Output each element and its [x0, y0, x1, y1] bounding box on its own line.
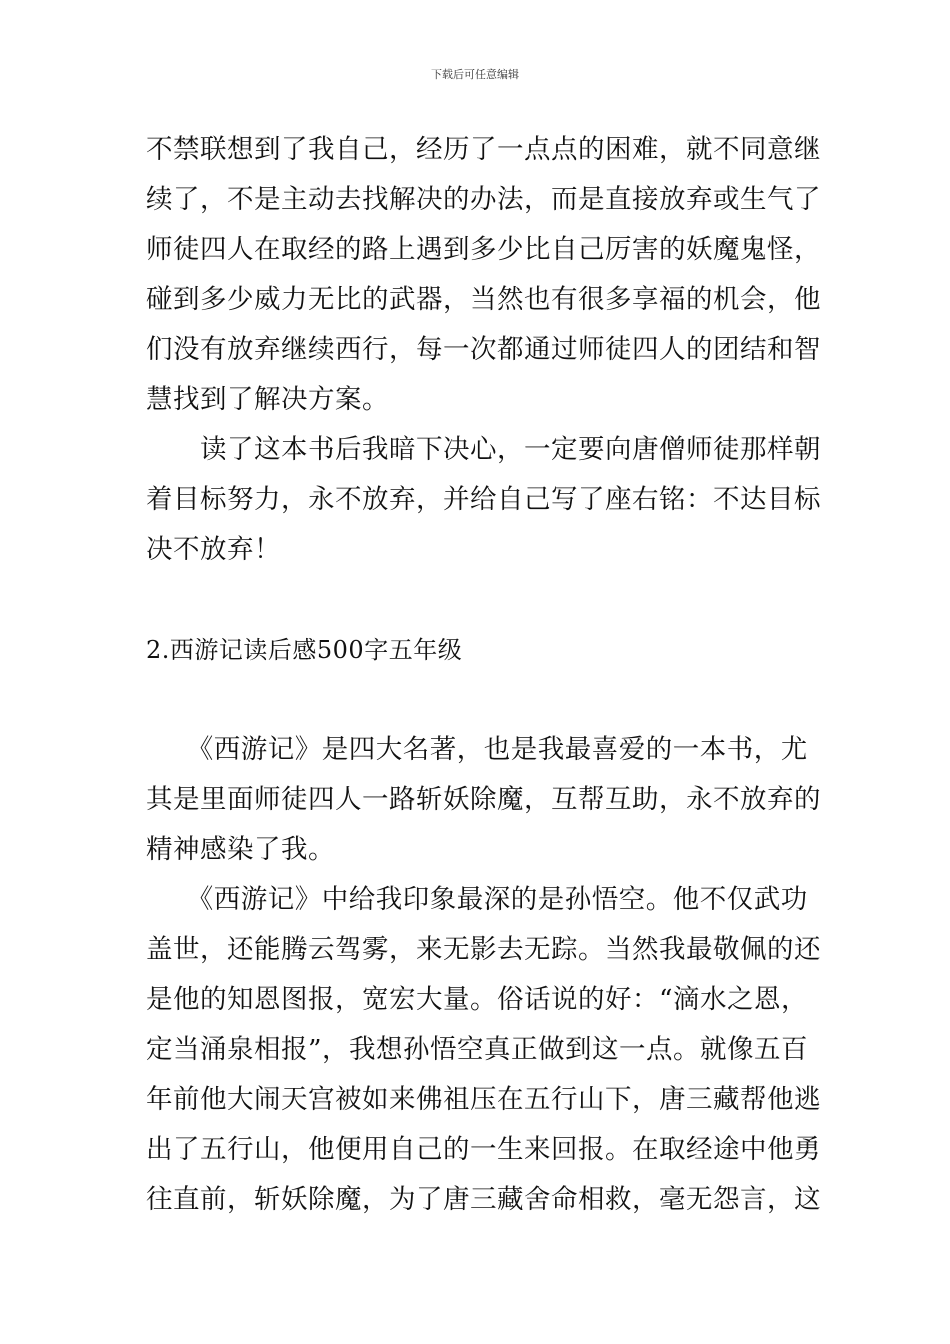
text-line: 其是里面师徒四人一路斩妖除魔，互帮互助，永不放弃的: [146, 784, 821, 815]
text-line: 年前他大闹天宫被如来佛祖压在五行山下，唐三藏帮他逃: [146, 1084, 821, 1115]
text-line: 着目标努力，永不放弃，并给自己写了座右铭：不达目标: [146, 484, 821, 515]
text-line: 决不放弃！: [146, 534, 281, 565]
text-line: 出了五行山，他便用自己的一生来回报。在取经途中他勇: [146, 1134, 821, 1165]
text-line: 定当涌泉相报”，我想孙悟空真正做到这一点。就像五百: [146, 1034, 809, 1065]
text-line: 续了，不是主动去找解决的办法，而是直接放弃或生气了: [146, 184, 821, 215]
text-line: 《西游记》是四大名著，也是我最喜爱的一本书，尤: [146, 734, 808, 765]
text-line: 们没有放弃继续西行，每一次都通过师徒四人的团结和智: [146, 334, 821, 365]
text-line: 师徒四人在取经的路上遇到多少比自己厉害的妖魔鬼怪，: [146, 234, 821, 265]
text-line: 慧找到了解决方案。: [146, 384, 389, 415]
text-line: 是他的知恩图报，宽宏大量。俗话说的好：“滴水之恩，: [146, 984, 809, 1015]
section-heading: 2.西游记读后感500字五年级: [146, 636, 463, 664]
text-line: 盖世，还能腾云驾雾，来无影去无踪。当然我最敬佩的还: [146, 934, 821, 965]
page-header: 下载后可任意编辑: [431, 68, 519, 81]
text-line: 往直前，斩妖除魔，为了唐三藏舍命相救，毫无怨言，这: [146, 1184, 821, 1215]
text-line: 《西游记》中给我印象最深的是孙悟空。他不仅武功: [146, 884, 808, 915]
text-line: 不禁联想到了我自己，经历了一点点的困难，就不同意继: [146, 134, 821, 165]
text-line: 精神感染了我。: [146, 834, 335, 865]
text-line: 读了这本书后我暗下决心，一定要向唐僧师徒那样朝: [146, 434, 821, 465]
text-line: 碰到多少威力无比的武器，当然也有很多享福的机会，他: [146, 284, 821, 315]
